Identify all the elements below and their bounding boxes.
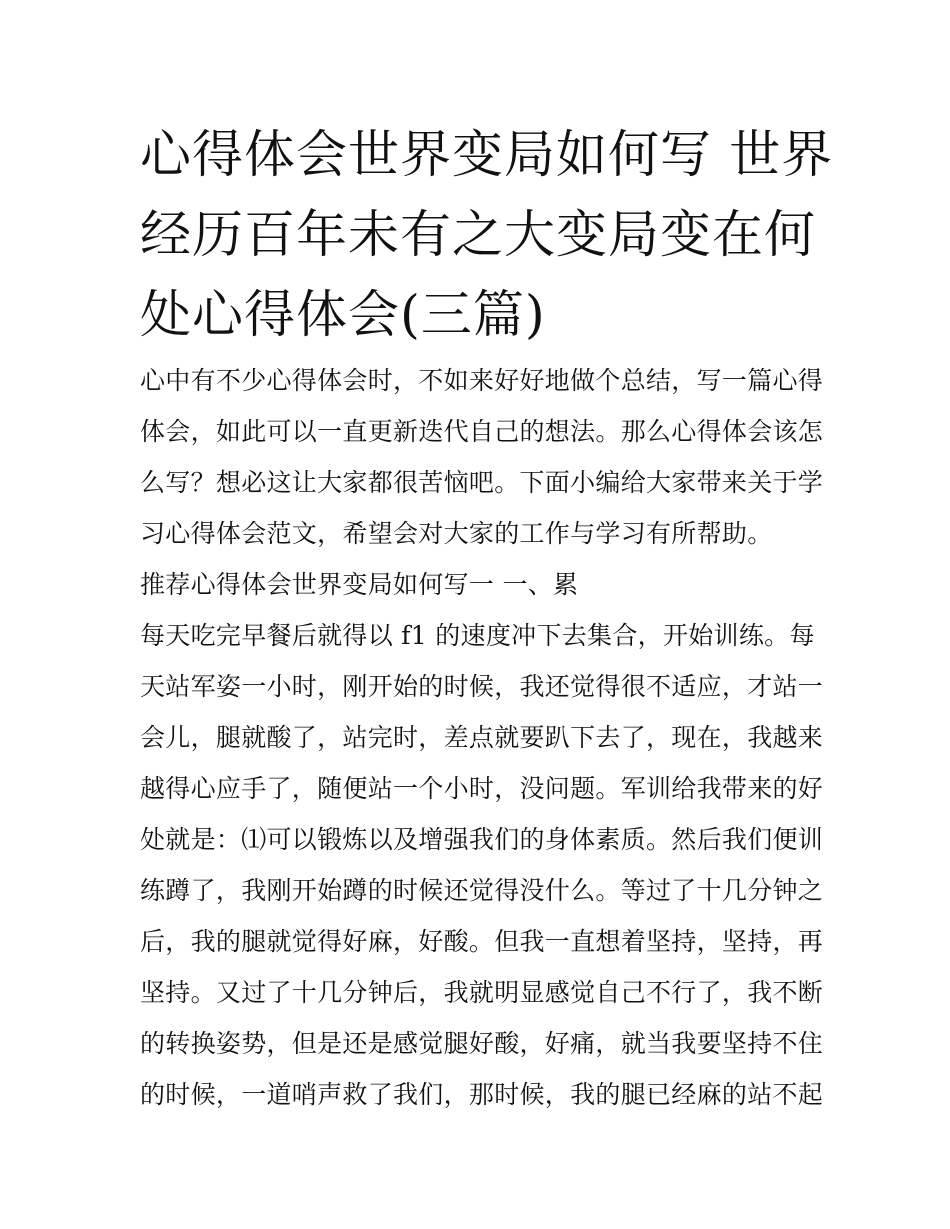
- paragraph-line-10: 的时候，一道哨声救了我们，那时候，我的腿已经麻的站不起: [140, 1080, 824, 1109]
- intro-line-2: 体会，如此可以一直更新迭代自己的想法。那么心得体会该怎: [140, 417, 824, 446]
- title-line-1: 心得体会世界变局如何写 世界: [140, 126, 834, 185]
- document-body: [140, 355, 824, 1120]
- title-line-2: 经历百年未有之大变局变在何: [140, 206, 817, 265]
- paragraph-line-7: 后，我的腿就觉得好麻，好酸。但我一直想着坚持，坚持，再: [140, 927, 824, 956]
- document-title: [140, 116, 834, 356]
- title-line-3: 处心得体会(三篇): [140, 286, 546, 345]
- paragraph-line-6: 练蹲了，我刚开始蹲的时候还觉得没什么。等过了十几分钟之: [140, 876, 824, 905]
- paragraph-line-2: 天站军姿一小时，刚开始的时候，我还觉得很不适应，才站一: [140, 672, 824, 701]
- intro-line-3: 么写？想必这让大家都很苦恼吧。下面小编给大家带来关于学: [140, 468, 824, 497]
- section-heading: 推荐心得体会世界变局如何写一 一、累: [140, 570, 579, 599]
- intro-line-1: 心中有不少心得体会时，不如来好好地做个总结，写一篇心得: [140, 366, 824, 395]
- intro-line-4: 习心得体会范文，希望会对大家的工作与学习有所帮助。: [140, 519, 773, 548]
- paragraph-line-1: 每天吃完早餐后就得以 f1 的速度冲下去集合，开始训练。每: [140, 621, 815, 650]
- paragraph-line-4: 越得心应手了，随便站一个小时，没问题。军训给我带来的好: [140, 774, 824, 803]
- paragraph-line-8: 坚持。又过了十几分钟后，我就明显感觉自己不行了，我不断: [140, 978, 824, 1007]
- paragraph-line-5: 处就是：⑴可以锻炼以及增强我们的身体素质。然后我们便训: [140, 825, 824, 854]
- paragraph-line-3: 会儿，腿就酸了，站完时，差点就要趴下去了，现在，我越来: [140, 723, 824, 752]
- paragraph-line-9: 的转换姿势，但是还是感觉腿好酸，好痛，就当我要坚持不住: [140, 1029, 824, 1058]
